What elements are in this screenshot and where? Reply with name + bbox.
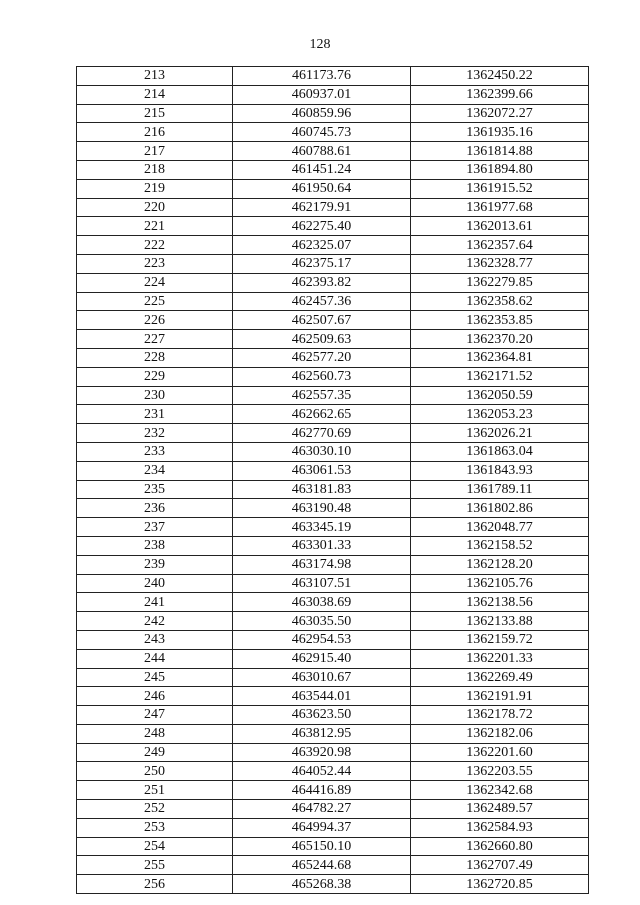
point-number-cell: 255 [77,856,233,875]
point-number-cell: 256 [77,875,233,894]
x-coordinate-cell: 464782.27 [233,800,411,819]
y-coordinate-cell: 1362048.77 [411,518,589,537]
y-coordinate-cell: 1361935.16 [411,123,589,142]
x-coordinate-cell: 462954.53 [233,630,411,649]
x-coordinate-cell: 462770.69 [233,424,411,443]
table-row [77,311,589,330]
y-coordinate-cell: 1362342.68 [411,781,589,800]
x-coordinate-cell: 460745.73 [233,123,411,142]
table-row [77,367,589,386]
table-row [77,593,589,612]
x-coordinate-cell: 463038.69 [233,593,411,612]
y-coordinate-cell: 1362201.33 [411,649,589,668]
point-number-cell: 234 [77,461,233,480]
point-number-cell: 226 [77,311,233,330]
y-coordinate-cell: 1362370.20 [411,330,589,349]
point-number-cell: 248 [77,724,233,743]
table-row [77,612,589,631]
x-coordinate-cell: 463345.19 [233,518,411,537]
point-number-cell: 232 [77,424,233,443]
table-row [77,536,589,555]
y-coordinate-cell: 1362128.20 [411,555,589,574]
point-number-cell: 222 [77,236,233,255]
y-coordinate-cell: 1362133.88 [411,612,589,631]
table-row [77,142,589,161]
point-number-cell: 231 [77,405,233,424]
y-coordinate-cell: 1362158.52 [411,536,589,555]
y-coordinate-cell: 1362013.61 [411,217,589,236]
point-number-cell: 253 [77,818,233,837]
x-coordinate-cell: 462393.82 [233,273,411,292]
table-body [77,67,589,894]
y-coordinate-cell: 1361802.86 [411,499,589,518]
table-row [77,574,589,593]
table-row [77,743,589,762]
x-coordinate-cell: 462375.17 [233,254,411,273]
x-coordinate-cell: 462577.20 [233,348,411,367]
table-row [77,217,589,236]
x-coordinate-cell: 463030.10 [233,442,411,461]
x-coordinate-cell: 463544.01 [233,687,411,706]
table-row [77,856,589,875]
table-row [77,649,589,668]
x-coordinate-cell: 464416.89 [233,781,411,800]
x-coordinate-cell: 462915.40 [233,649,411,668]
y-coordinate-cell: 1362328.77 [411,254,589,273]
point-number-cell: 241 [77,593,233,612]
table-row [77,762,589,781]
point-number-cell: 228 [77,348,233,367]
table-row [77,160,589,179]
x-coordinate-cell: 465268.38 [233,875,411,894]
point-number-cell: 235 [77,480,233,499]
x-coordinate-cell: 463181.83 [233,480,411,499]
x-coordinate-cell: 463010.67 [233,668,411,687]
point-number-cell: 243 [77,630,233,649]
y-coordinate-cell: 1362489.57 [411,800,589,819]
point-number-cell: 230 [77,386,233,405]
y-coordinate-cell: 1362357.64 [411,236,589,255]
y-coordinate-cell: 1362660.80 [411,837,589,856]
point-number-cell: 236 [77,499,233,518]
table-row [77,442,589,461]
table-row [77,837,589,856]
y-coordinate-cell: 1361843.93 [411,461,589,480]
x-coordinate-cell: 460788.61 [233,142,411,161]
x-coordinate-cell: 464994.37 [233,818,411,837]
y-coordinate-cell: 1362159.72 [411,630,589,649]
y-coordinate-cell: 1362450.22 [411,67,589,86]
table-row [77,405,589,424]
point-number-cell: 239 [77,555,233,574]
table-row [77,687,589,706]
table-row [77,198,589,217]
y-coordinate-cell: 1362178.72 [411,706,589,725]
table-row [77,330,589,349]
y-coordinate-cell: 1362182.06 [411,724,589,743]
y-coordinate-cell: 1362201.60 [411,743,589,762]
table-row [77,104,589,123]
table-row [77,706,589,725]
table-row [77,875,589,894]
y-coordinate-cell: 1361863.04 [411,442,589,461]
point-number-cell: 218 [77,160,233,179]
y-coordinate-cell: 1362105.76 [411,574,589,593]
point-number-cell: 213 [77,67,233,86]
x-coordinate-cell: 460859.96 [233,104,411,123]
point-number-cell: 242 [77,612,233,631]
point-number-cell: 224 [77,273,233,292]
point-number-cell: 254 [77,837,233,856]
table-row [77,555,589,574]
x-coordinate-cell: 462507.67 [233,311,411,330]
point-number-cell: 225 [77,292,233,311]
x-coordinate-cell: 461950.64 [233,179,411,198]
point-number-cell: 244 [77,649,233,668]
x-coordinate-cell: 464052.44 [233,762,411,781]
table-row [77,292,589,311]
table-row [77,386,589,405]
x-coordinate-cell: 463920.98 [233,743,411,762]
x-coordinate-cell: 462560.73 [233,367,411,386]
y-coordinate-cell: 1361977.68 [411,198,589,217]
table-row [77,480,589,499]
x-coordinate-cell: 462457.36 [233,292,411,311]
table-row [77,630,589,649]
y-coordinate-cell: 1362364.81 [411,348,589,367]
x-coordinate-cell: 461451.24 [233,160,411,179]
y-coordinate-cell: 1362399.66 [411,85,589,104]
y-coordinate-cell: 1362353.85 [411,311,589,330]
table-row [77,348,589,367]
table-row [77,85,589,104]
table-row [77,123,589,142]
table-row [77,724,589,743]
x-coordinate-cell: 463107.51 [233,574,411,593]
x-coordinate-cell: 462325.07 [233,236,411,255]
point-number-cell: 250 [77,762,233,781]
table-row [77,818,589,837]
x-coordinate-cell: 463061.53 [233,461,411,480]
y-coordinate-cell: 1361814.88 [411,142,589,161]
x-coordinate-cell: 463190.48 [233,499,411,518]
table-row [77,800,589,819]
x-coordinate-cell: 463812.95 [233,724,411,743]
coordinate-table [76,66,589,894]
point-number-cell: 229 [77,367,233,386]
point-number-cell: 215 [77,104,233,123]
point-number-cell: 227 [77,330,233,349]
y-coordinate-cell: 1362026.21 [411,424,589,443]
table-row [77,424,589,443]
table-row [77,668,589,687]
table-row [77,254,589,273]
point-number-cell: 233 [77,442,233,461]
point-number-cell: 240 [77,574,233,593]
point-number-cell: 246 [77,687,233,706]
y-coordinate-cell: 1362358.62 [411,292,589,311]
y-coordinate-cell: 1361789.11 [411,480,589,499]
y-coordinate-cell: 1362072.27 [411,104,589,123]
point-number-cell: 214 [77,85,233,104]
page-number: 128 [309,37,331,52]
y-coordinate-cell: 1361915.52 [411,179,589,198]
table-row [77,781,589,800]
x-coordinate-cell: 463035.50 [233,612,411,631]
x-coordinate-cell: 462179.91 [233,198,411,217]
y-coordinate-cell: 1362584.93 [411,818,589,837]
point-number-cell: 219 [77,179,233,198]
y-coordinate-cell: 1361894.80 [411,160,589,179]
point-number-cell: 220 [77,198,233,217]
point-number-cell: 252 [77,800,233,819]
y-coordinate-cell: 1362720.85 [411,875,589,894]
table-row [77,236,589,255]
y-coordinate-cell: 1362050.59 [411,386,589,405]
y-coordinate-cell: 1362269.49 [411,668,589,687]
table-row [77,518,589,537]
point-number-cell: 238 [77,536,233,555]
y-coordinate-cell: 1362191.91 [411,687,589,706]
x-coordinate-cell: 463174.98 [233,555,411,574]
y-coordinate-cell: 1362053.23 [411,405,589,424]
table-row [77,499,589,518]
point-number-cell: 223 [77,254,233,273]
x-coordinate-cell: 462557.35 [233,386,411,405]
x-coordinate-cell: 462509.63 [233,330,411,349]
point-number-cell: 237 [77,518,233,537]
point-number-cell: 221 [77,217,233,236]
x-coordinate-cell: 462662.65 [233,405,411,424]
table-row [77,179,589,198]
y-coordinate-cell: 1362707.49 [411,856,589,875]
x-coordinate-cell: 460937.01 [233,85,411,104]
x-coordinate-cell: 463623.50 [233,706,411,725]
x-coordinate-cell: 465244.68 [233,856,411,875]
x-coordinate-cell: 462275.40 [233,217,411,236]
x-coordinate-cell: 465150.10 [233,837,411,856]
point-number-cell: 216 [77,123,233,142]
y-coordinate-cell: 1362279.85 [411,273,589,292]
x-coordinate-cell: 463301.33 [233,536,411,555]
point-number-cell: 249 [77,743,233,762]
point-number-cell: 217 [77,142,233,161]
point-number-cell: 251 [77,781,233,800]
x-coordinate-cell: 461173.76 [233,67,411,86]
y-coordinate-cell: 1362171.52 [411,367,589,386]
y-coordinate-cell: 1362138.56 [411,593,589,612]
table-row [77,67,589,86]
table-row [77,461,589,480]
point-number-cell: 247 [77,706,233,725]
point-number-cell: 245 [77,668,233,687]
y-coordinate-cell: 1362203.55 [411,762,589,781]
table-row [77,273,589,292]
